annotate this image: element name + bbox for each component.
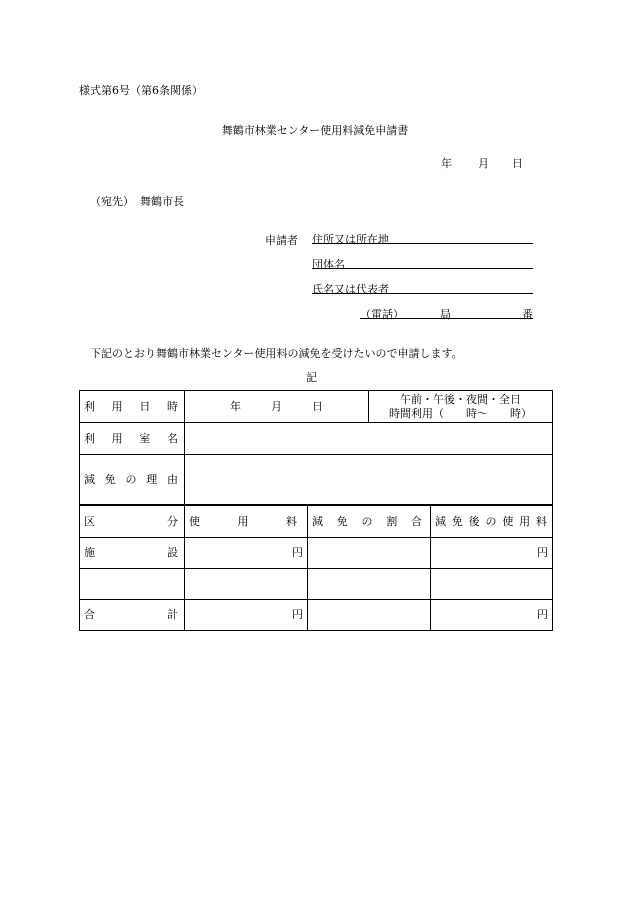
row-reason: [80, 455, 553, 505]
phone-label: （電話）: [360, 308, 404, 321]
blank-label-cell[interactable]: [80, 569, 185, 600]
row-usage-datetime: [80, 391, 553, 423]
facility-fee-cell[interactable]: 円: [185, 538, 308, 569]
reason-label-cell: 減 免 の 理 由: [80, 455, 185, 505]
date-year-label: 年: [441, 157, 452, 170]
room-label-cell: 利 用 室 名: [80, 423, 185, 455]
phone-kyoku: 局: [440, 308, 451, 321]
application-table: [79, 390, 553, 631]
applicant-label: 申請者: [265, 234, 298, 247]
organization-label: 団体名: [312, 258, 345, 271]
phone-ban: 番: [522, 308, 533, 321]
header-category: 区 分: [80, 505, 185, 538]
date-day-label: 日: [512, 157, 523, 170]
representative-field[interactable]: [312, 281, 533, 294]
form-number: 様式第6号（第6条関係）: [79, 84, 203, 97]
facility-label-cell: 施 設: [80, 538, 185, 569]
usage-datetime-label-cell: 利 用 日 時: [80, 391, 185, 423]
phone-field[interactable]: [360, 306, 533, 319]
blank-fee-cell[interactable]: [185, 569, 308, 600]
total-fee-cell[interactable]: 円: [185, 600, 308, 631]
ki-label: 記: [306, 371, 317, 384]
addressee-name: 舞鶴市長: [140, 195, 184, 208]
row-fee-header: [80, 505, 553, 538]
representative-label: 氏名又は代表者: [312, 283, 389, 296]
address-label: 住所又は所在地: [312, 233, 389, 246]
statement-text: 下記のとおり舞鶴市林業センター使用料の減免を受けたいので申請します。: [90, 347, 463, 360]
reason-value-cell[interactable]: [185, 455, 553, 505]
address-field[interactable]: [312, 231, 533, 244]
facility-ratio-cell[interactable]: [308, 538, 431, 569]
time-use: 時間利用（ 時～ 時）: [389, 406, 532, 420]
time-options: 午前・午後・夜間・全日: [400, 393, 521, 407]
header-ratio: 減 免 の 割 合: [308, 505, 431, 538]
row-facility: [80, 538, 553, 569]
addressee-label: （宛先）: [90, 195, 134, 208]
header-fee: 使 用 料: [185, 505, 308, 538]
room-value-cell[interactable]: [185, 423, 553, 455]
date-month-label: 月: [478, 157, 489, 170]
total-label-cell: 合 計: [80, 600, 185, 631]
usage-time-cell[interactable]: [369, 391, 553, 423]
header-after-fee: 減 免 後 の 使 用 料: [431, 505, 553, 538]
row-room: [80, 423, 553, 455]
row-blank: [80, 569, 553, 600]
page-title: 舞鶴市林業センター使用料減免申請書: [221, 124, 409, 137]
usage-date-cell[interactable]: 年 月 日: [185, 391, 369, 423]
row-total: [80, 600, 553, 631]
blank-after-fee-cell[interactable]: [431, 569, 553, 600]
organization-field[interactable]: [312, 256, 533, 269]
blank-ratio-cell[interactable]: [308, 569, 431, 600]
total-ratio-cell[interactable]: [308, 600, 431, 631]
facility-after-fee-cell[interactable]: 円: [431, 538, 553, 569]
total-after-fee-cell[interactable]: 円: [431, 600, 553, 631]
